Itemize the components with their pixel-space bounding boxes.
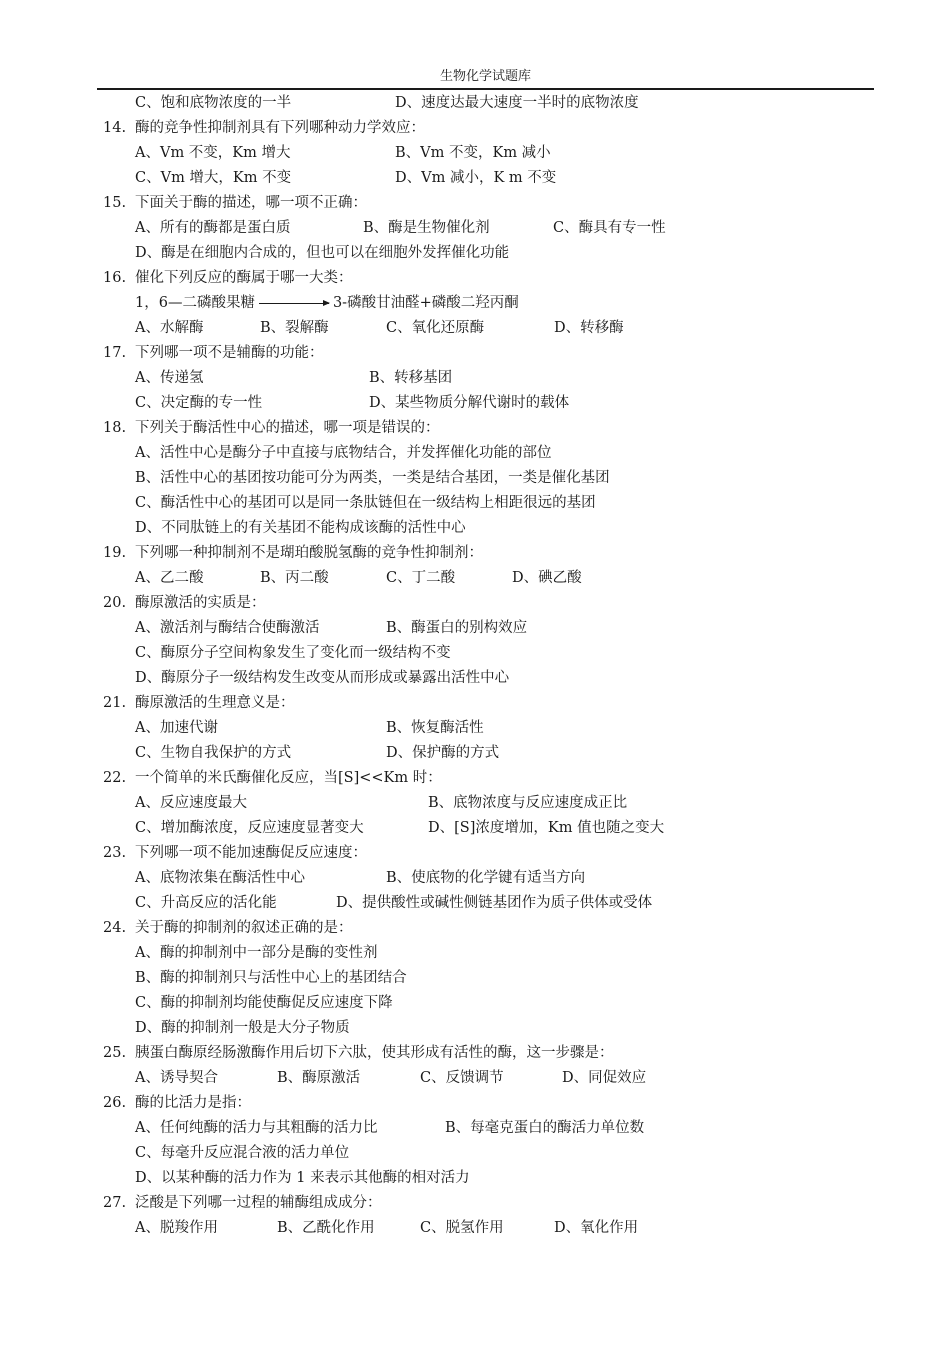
- question-text: 泛酸是下列哪一过程的辅酶组成成分：: [135, 1195, 382, 1211]
- question-stem: [103, 116, 883, 141]
- option-row: [103, 141, 883, 166]
- option-row: [103, 1016, 883, 1041]
- option: D、氧化作用: [554, 1220, 639, 1236]
- question-number: 16.: [103, 270, 127, 286]
- question-number: 18.: [103, 420, 127, 436]
- option-row: [103, 716, 883, 741]
- option-row: [103, 441, 883, 466]
- question-stem: [103, 841, 883, 866]
- option-row: [103, 466, 883, 491]
- question-text: 下列关于酶活性中心的描述，哪一项是错误的：: [135, 420, 440, 436]
- option: B、底物浓度与反应速度成正比: [428, 795, 628, 811]
- option: C、氧化还原酶: [386, 320, 485, 336]
- option-row: [103, 566, 883, 591]
- option: A、活性中心是酶分子中直接与底物结合，并发挥催化功能的部位: [135, 445, 552, 461]
- question-number: 23.: [103, 845, 127, 861]
- option: C、反馈调节: [420, 1070, 504, 1086]
- option: A、激活剂与酶结合使酶激活: [135, 620, 320, 636]
- option: C、丁二酸: [386, 570, 456, 586]
- option: B、乙酰化作用: [277, 1220, 375, 1236]
- option: D、保护酶的方式: [386, 745, 500, 761]
- option-row: [103, 941, 883, 966]
- option-row: [103, 1216, 883, 1241]
- question-text: 下列哪一项不是辅酶的功能：: [135, 345, 324, 361]
- option-row: [103, 816, 883, 841]
- option: D、Vm 减小，K m 不变: [395, 170, 557, 186]
- option: D、速度达最大速度一半时的底物浓度: [395, 95, 639, 111]
- option: B、酶原激活: [277, 1070, 361, 1086]
- option: A、加速代谢: [135, 720, 218, 736]
- option-row: [103, 216, 883, 241]
- question-stem: [103, 541, 883, 566]
- option: A、乙二酸: [135, 570, 204, 586]
- question-stem: [103, 916, 883, 941]
- option: A、诱导契合: [135, 1070, 218, 1086]
- option: D、转移酶: [554, 320, 624, 336]
- question-number: 15.: [103, 195, 127, 211]
- question-number: 17.: [103, 345, 127, 361]
- option-row: [103, 991, 883, 1016]
- option: D、同促效应: [562, 1070, 647, 1086]
- option: C、酶具有专一性: [553, 220, 666, 236]
- question-text: 催化下列反应的酶属于哪一大类：: [135, 270, 353, 286]
- option: C、酶活性中心的基团可以是同一条肽链但在一级结构上相距很远的基团: [135, 495, 596, 511]
- option: D、酶原分子一级结构发生改变从而形成或暴露出活性中心: [135, 670, 510, 686]
- option: A、底物浓集在酶活性中心: [135, 870, 305, 886]
- option-row: [103, 866, 883, 891]
- option: D、某些物质分解代谢时的载体: [369, 395, 570, 411]
- option: D、碘乙酸: [512, 570, 582, 586]
- reaction-products: 3-磷酸甘油醛+磷酸二羟丙酮: [332, 295, 519, 311]
- question-number: 22.: [103, 770, 127, 786]
- page-header-title: 生物化学试题库: [439, 69, 531, 84]
- option-row: [103, 491, 883, 516]
- option: D、以某种酶的活力作为 1 来表示其他酶的相对活力: [135, 1170, 470, 1186]
- question-text: 一个简单的米氏酶催化反应，当[S]<<Km 时：: [135, 770, 442, 786]
- question-text: 下面关于酶的描述，哪一项不正确：: [135, 195, 367, 211]
- question-stem: [103, 1041, 883, 1066]
- option-row: [103, 791, 883, 816]
- option-row: [103, 666, 883, 691]
- option-row: [103, 966, 883, 991]
- option-row: [103, 741, 883, 766]
- option: D、[S]浓度增加，Km 值也随之变大: [428, 820, 665, 836]
- option-row: [103, 1066, 883, 1091]
- question-stem: [103, 416, 883, 441]
- option-row: [103, 891, 883, 916]
- question-number: 24.: [103, 920, 127, 936]
- option-row: [103, 241, 883, 266]
- option: C、增加酶浓度，反应速度显著变大: [135, 820, 364, 836]
- question-number: 26.: [103, 1095, 127, 1111]
- question-text: 胰蛋白酶原经肠激酶作用后切下六肽，使其形成有活性的酶，这一步骤是：: [135, 1045, 614, 1061]
- reaction-reactant: 1，6—二磷酸果糖: [135, 295, 255, 311]
- option: A、所有的酶都是蛋白质: [135, 220, 291, 236]
- option-row: [103, 1166, 883, 1191]
- option: B、裂解酶: [260, 320, 329, 336]
- option: C、生物自我保护的方式: [135, 745, 292, 761]
- option-row: [103, 516, 883, 541]
- option-row: [103, 366, 883, 391]
- option: A、Vm 不变，Km 增大: [135, 145, 291, 161]
- option: B、酶蛋白的别构效应: [386, 620, 528, 636]
- question-text: 酶原激活的生理意义是：: [135, 695, 295, 711]
- option: C、酶原分子空间构象发生了变化而一级结构不变: [135, 645, 451, 661]
- question-stem: [103, 591, 883, 616]
- option: D、不同肽链上的有关基团不能构成该酶的活性中心: [135, 520, 466, 536]
- option-row: [103, 616, 883, 641]
- option: B、活性中心的基团按功能可分为两类，一类是结合基团，一类是催化基团: [135, 470, 610, 486]
- option-row: [103, 641, 883, 666]
- option: B、每毫克蛋白的酶活力单位数: [445, 1120, 645, 1136]
- reaction-arrow-icon: [259, 303, 329, 304]
- option: C、升高反应的活化能: [135, 895, 277, 911]
- option: A、脱羧作用: [135, 1220, 218, 1236]
- option-row: [103, 166, 883, 191]
- option: A、酶的抑制剂中一部分是酶的变性剂: [135, 945, 378, 961]
- option: B、丙二酸: [260, 570, 329, 586]
- option: A、传递氢: [135, 370, 204, 386]
- question-list: [103, 91, 883, 1241]
- option: B、酶是生物催化剂: [363, 220, 490, 236]
- option: B、Vm 不变，Km 减小: [395, 145, 551, 161]
- question-text: 下列哪一种抑制剂不是瑚珀酸脱氢酶的竞争性抑制剂：: [135, 545, 483, 561]
- page-header: [97, 66, 874, 90]
- option: C、每毫升反应混合液的活力单位: [135, 1145, 350, 1161]
- question-text: 酶的比活力是指：: [135, 1095, 251, 1111]
- question-stem: [103, 766, 883, 791]
- option: C、酶的抑制剂均能使酶促反应速度下降: [135, 995, 393, 1011]
- option: C、脱氢作用: [420, 1220, 504, 1236]
- question-text: 关于酶的抑制剂的叙述正确的是：: [135, 920, 353, 936]
- question-number: 27.: [103, 1195, 127, 1211]
- option: C、决定酶的专一性: [135, 395, 263, 411]
- option-row: [103, 1141, 883, 1166]
- option: C、饱和底物浓度的一半: [135, 95, 292, 111]
- question-stem: [103, 341, 883, 366]
- option: A、反应速度最大: [135, 795, 247, 811]
- option-row: [103, 1116, 883, 1141]
- reaction-equation: [103, 291, 883, 316]
- question-number: 19.: [103, 545, 127, 561]
- question-stem: [103, 1091, 883, 1116]
- option-row: [103, 391, 883, 416]
- question-number: 21.: [103, 695, 127, 711]
- option-row: [103, 316, 883, 341]
- option: A、水解酶: [135, 320, 204, 336]
- option: D、提供酸性或碱性侧链基团作为质子供体或受体: [336, 895, 653, 911]
- question-stem: [103, 266, 883, 291]
- question-number: 14.: [103, 120, 127, 136]
- option-row: [103, 91, 883, 116]
- question-stem: [103, 191, 883, 216]
- option: D、酶的抑制剂一般是大分子物质: [135, 1020, 350, 1036]
- question-text: 酶原激活的实质是：: [135, 595, 266, 611]
- option: C、Vm 增大，Km 不变: [135, 170, 292, 186]
- option: B、使底物的化学键有适当方向: [386, 870, 586, 886]
- option: A、任何纯酶的活力与其粗酶的活力比: [135, 1120, 378, 1136]
- question-number: 25.: [103, 1045, 127, 1061]
- question-stem: [103, 691, 883, 716]
- question-number: 20.: [103, 595, 127, 611]
- question-text: 酶的竞争性抑制剂具有下列哪种动力学效应：: [135, 120, 425, 136]
- option: B、转移基团: [369, 370, 453, 386]
- option: D、酶是在细胞内合成的，但也可以在细胞外发挥催化功能: [135, 245, 510, 261]
- option: B、酶的抑制剂只与活性中心上的基团结合: [135, 970, 407, 986]
- question-stem: [103, 1191, 883, 1216]
- question-text: 下列哪一项不能加速酶促反应速度：: [135, 845, 367, 861]
- option: B、恢复酶活性: [386, 720, 484, 736]
